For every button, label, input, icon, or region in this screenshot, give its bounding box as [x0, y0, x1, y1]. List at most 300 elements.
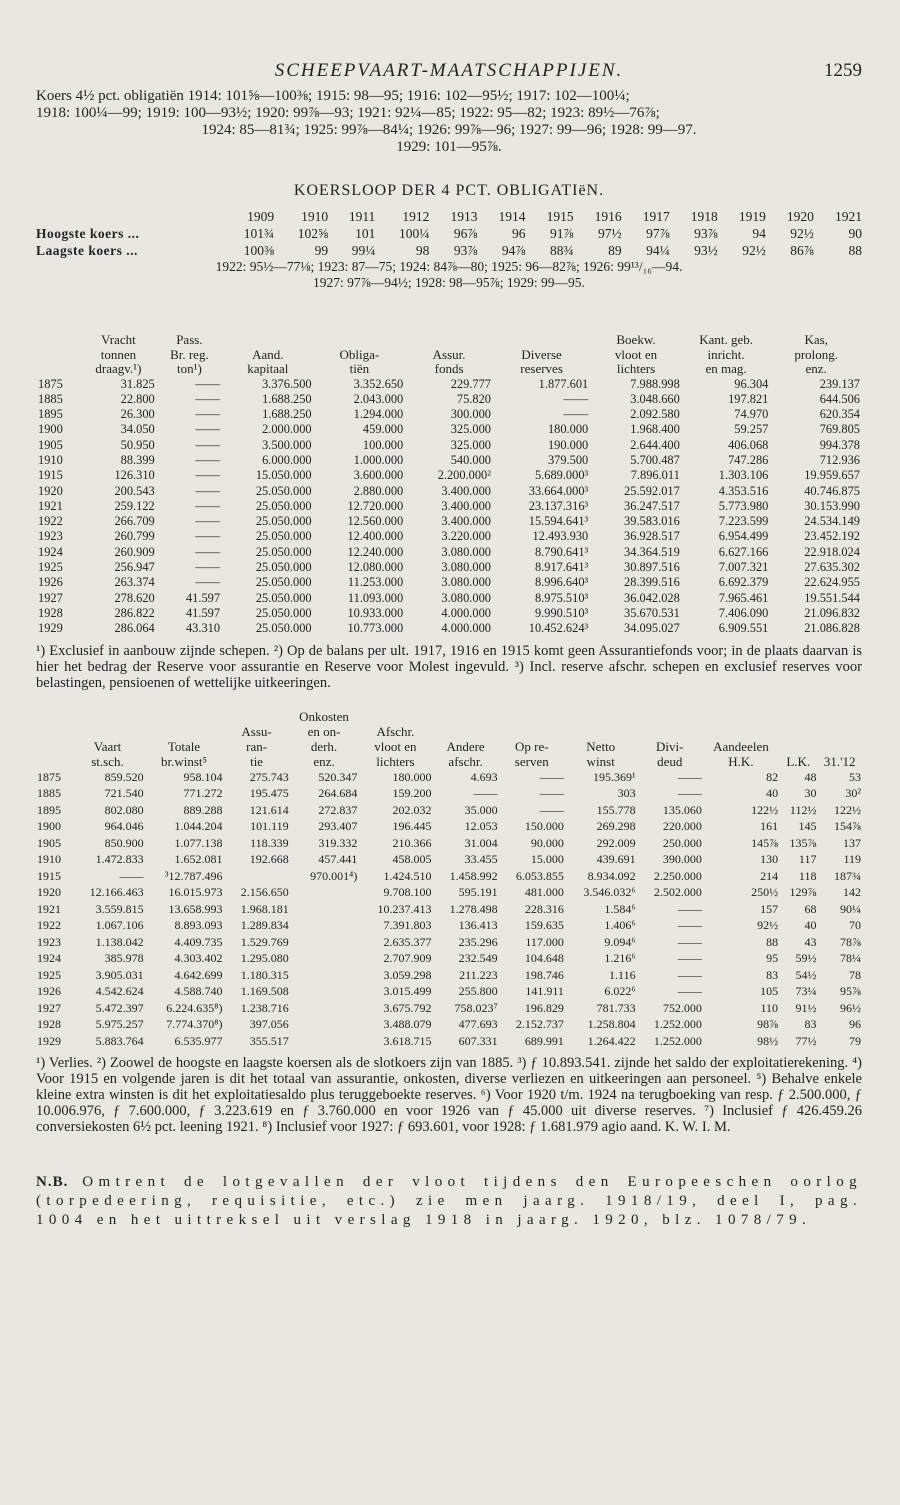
fleet-cell: 11.093.000: [347, 590, 404, 605]
earnings-cell: 6.053.855: [515, 868, 564, 883]
koersloop-line: 1922: 95½—77⅛; 1923: 87—75; 1924: 84⅞—80; 1925: 96—82⅞; 1926: 99¹³/₁₆—94.: [215, 259, 683, 274]
earnings-cell: 95: [766, 951, 779, 966]
fleet-year: 1920: [38, 483, 63, 498]
earnings-cell: 385.978: [104, 951, 144, 966]
nb-text: Omtrent de lotgevallen der vloot tijdens den Europeeschen oorlog (torpedeering, requisitie, etc.) zie men jaarg. 1918/19, deel I, pag. 1004 en het uittreksel uit verslag 1918 in jaarg. 1920, blz. 1078/79.: [36, 1174, 862, 1229]
fleet-cell: 3.400.000: [441, 514, 491, 529]
earnings-cell: 122½: [834, 802, 861, 817]
fleet-header-cell: Kas,: [804, 332, 828, 347]
fleet-header-cell: vloot en: [614, 346, 658, 362]
earnings-header-cell: [637, 724, 703, 739]
fleet-cell: ——: [563, 407, 589, 422]
earnings-cell: 228.316: [524, 901, 564, 916]
fleet-cell: 278.620: [114, 590, 155, 605]
koersloop-cell: 100¼: [399, 226, 430, 241]
fleet-cell: 25.050.000: [255, 544, 312, 559]
earnings-cell: 117.000: [525, 934, 564, 949]
earnings-cell: ——: [677, 769, 702, 784]
earnings-cell: 319.332: [318, 835, 358, 850]
earnings-cell: 40: [766, 786, 779, 801]
fleet-cell: 379.500: [547, 452, 589, 467]
earnings-cell: 73¼: [795, 984, 817, 999]
earnings-header-cell: [703, 709, 779, 724]
fleet-cell: 28.399.516: [624, 575, 680, 590]
fleet-header-cell: [405, 333, 493, 348]
earnings-cell: 1.252.000: [653, 1017, 702, 1032]
fleet-cell: 6.909.551: [718, 621, 769, 636]
earnings-cell: ——: [677, 984, 702, 999]
fleet-cell: 8.917.641³: [534, 560, 589, 575]
earnings-cell: 196.829: [524, 1000, 564, 1015]
earnings-cell: 211.223: [459, 967, 498, 982]
earnings-cell: 481.000: [524, 885, 564, 900]
earnings-cell: 1.406⁶: [604, 918, 636, 933]
earnings-year: 1927: [37, 1000, 61, 1015]
earnings-cell: 8.934.092: [587, 868, 636, 883]
fleet-cell: 286.064: [114, 621, 155, 636]
fleet-row: [36, 575, 862, 590]
fleet-cell: 459.000: [362, 422, 404, 437]
koersloop-cell: 90: [848, 226, 862, 241]
fleet-cell: 75.820: [456, 391, 491, 406]
fleet-cell: 3.080.000: [441, 590, 491, 605]
fleet-cell: 3.500.000: [262, 437, 312, 452]
earnings-cell: [290, 950, 359, 967]
fleet-cell: ——: [195, 544, 221, 559]
earnings-cell: 196.445: [392, 819, 432, 834]
fleet-cell: 12.240.000: [347, 544, 404, 559]
earnings-cell: 161: [760, 819, 779, 834]
earnings-cell: ³12.787.496: [164, 868, 223, 883]
earnings-cell: 31.004: [464, 835, 498, 850]
earnings-cell: 3.546.032⁶: [583, 885, 636, 900]
fleet-cell: 10.773.000: [347, 621, 404, 636]
earnings-cell: 607.331: [458, 1033, 498, 1048]
earnings-cell: 235.296: [458, 934, 498, 949]
earnings-cell: 269.298: [596, 819, 636, 834]
fleet-cell: 15.594.641³: [528, 514, 589, 529]
fleet-cell: 7.007.321: [718, 560, 769, 575]
fleet-cell: 74.970: [734, 407, 769, 422]
fleet-row: [36, 468, 862, 483]
koersloop-after: [36, 259, 862, 291]
earnings-cell: 2.250.000: [653, 868, 702, 883]
earnings-cell: 30: [804, 786, 817, 801]
earnings-cell: 136.413: [458, 918, 498, 933]
fleet-cell: 25.592.017: [624, 483, 680, 498]
fleet-cell: 259.122: [114, 498, 155, 513]
earnings-cell: 78¼: [840, 951, 861, 966]
fleet-header-cell: kapitaal: [247, 361, 289, 376]
fleet-cell: 15.050.000: [255, 468, 312, 483]
fleet-cell: 256.947: [114, 560, 155, 575]
koersloop-row: [36, 242, 862, 259]
earnings-cell: ——: [539, 802, 564, 817]
fleet-row: [36, 545, 862, 560]
fleet-cell: 2.880.000: [353, 483, 404, 498]
earnings-cell: 4.642.699: [174, 967, 223, 982]
fleet-cell: 25.050.000: [255, 590, 312, 605]
earnings-cell: ——: [539, 769, 564, 784]
fleet-cell: 7.988.998: [630, 376, 680, 391]
fleet-cell: 3.600.000: [353, 468, 404, 483]
earnings-row: [36, 901, 862, 918]
earnings-cell: 457.441: [318, 852, 358, 867]
earnings-cell: 303: [617, 786, 636, 801]
fleet-year: 1926: [38, 575, 63, 590]
fleet-row: [36, 377, 862, 392]
earnings-cell: 1.077.138: [174, 835, 223, 850]
earnings-cell: 355.517: [249, 1033, 289, 1048]
fleet-cell: 406.068: [728, 437, 769, 452]
earnings-header-cell: L.K.: [786, 753, 811, 769]
fleet-header-cell: [36, 362, 80, 377]
earnings-cell: 104.648: [524, 951, 564, 966]
earnings-year: 1924: [37, 951, 61, 966]
earnings-year: 1926: [37, 984, 61, 999]
fleet-year: 1905: [38, 437, 63, 452]
earnings-cell: 4.693: [470, 769, 498, 784]
earnings-cell: 6.535.977: [174, 1033, 223, 1048]
earnings-cell: 264.684: [318, 786, 358, 801]
earnings-cell: 781.733: [596, 1000, 636, 1015]
earnings-cell: 53: [849, 769, 861, 784]
fleet-cell: 6.627.166: [718, 544, 769, 559]
koersloop-cell: 99: [314, 243, 329, 258]
fleet-header-row: [36, 348, 862, 363]
fleet-header-row: [36, 362, 862, 377]
earnings-year: 1920: [37, 885, 61, 900]
earnings-cell: 88: [766, 934, 779, 949]
koersloop-cell: 97½: [598, 226, 622, 241]
earnings-cell: 3.059.298: [383, 967, 432, 982]
earnings-header-cell: [779, 724, 817, 739]
koersloop-line: 1927: 97⅞—94½; 1928: 98—95⅞; 1929: 99—95.: [313, 275, 585, 290]
earnings-cell: 9.094⁶: [604, 934, 636, 949]
fleet-cell: 1.294.000: [353, 407, 404, 422]
koersloop-year: 1920: [786, 209, 814, 224]
fleet-cell: 4.353.516: [718, 483, 769, 498]
earnings-header-cell: [817, 709, 862, 724]
earnings-cell: 1.529.769: [240, 934, 289, 949]
earnings-cell: 5.883.764: [95, 1033, 144, 1048]
koersloop-year: 1909: [247, 209, 275, 224]
fleet-header-cell: inricht.: [707, 346, 745, 362]
fleet-cell: 4.000.000: [441, 621, 491, 636]
earnings-cell: [290, 884, 359, 901]
fleet-cell: 25.050.000: [255, 575, 312, 590]
earnings-cell: 83: [766, 967, 779, 982]
fleet-cell: ——: [195, 514, 221, 529]
fleet-cell: 4.000.000: [441, 605, 491, 620]
fleet-cell: 286.822: [114, 605, 155, 620]
earnings-cell: 98½: [757, 1033, 779, 1048]
earnings-cell: 202.032: [392, 802, 432, 817]
earnings-header-cell: Andere: [446, 738, 485, 754]
earnings-cell: 150.000: [524, 819, 564, 834]
earnings-cell: 250½: [751, 885, 779, 900]
koersloop-cell: 88: [848, 243, 862, 258]
fleet-cell: 25.050.000: [255, 621, 312, 636]
fleet-cell: 31.825: [120, 376, 155, 391]
earnings-cell: 850.900: [104, 835, 144, 850]
earnings-cell: 214: [760, 868, 779, 883]
earnings-cell: 35.000: [464, 802, 498, 817]
fleet-cell: 3.080.000: [441, 560, 491, 575]
earnings-cell: 1.044.204: [174, 819, 223, 834]
earnings-cell: 220.000: [662, 819, 702, 834]
earnings-cell: 157: [760, 901, 779, 916]
earnings-notes: ¹) Verlies. ²) Zoowel de hoogste en laagste koersen als de slotkoers zijn van 1885. ³) ƒ 10.893.541. zijnde het saldo der exploitatierekening. ⁴) Voor 1915 en volgende jaren is dit het totaal van assurantie, onkosten, diverse verliezen en uitkeeringen aan personeel. ⁵) Behalve enkele kleine extra winsten is dit het exploitatiesaldo plus teruggeboekte reserves. ⁶) Voor 1920 t/m. 1924 na terugboeking van resp. ƒ 2.500.000, ƒ 10.006.976, ƒ 7.600.000, ƒ 3.223.619 en ƒ 3.760.000 en voor 1926 van ƒ 45.000 uit diverse reserves. ⁷) Inclusief ƒ 426.459.26 conversiekosten 6½ pct. leening 1921. ⁸) Inclusief voor 1927: ƒ 693.601, voor 1928: ƒ 1.681.979 agio aand. K. W. I. M.: [36, 1055, 862, 1136]
fleet-cell: 325.000: [450, 422, 491, 437]
fleet-cell: 3.080.000: [441, 544, 491, 559]
earnings-cell: 2.635.377: [383, 934, 432, 949]
koersloop-cell: 94⅞: [501, 243, 526, 258]
earnings-cell: 10.237.413: [377, 901, 432, 916]
earnings-cell: 6.224.635⁸): [166, 1000, 223, 1015]
koersloop-row: [36, 225, 862, 242]
earnings-cell: 83: [804, 1017, 817, 1032]
koersloop-year: 1919: [738, 209, 766, 224]
koersloop-cell: 88¾: [549, 243, 574, 258]
fleet-year: 1924: [38, 544, 63, 559]
earnings-header-cell: Totale: [167, 738, 201, 754]
fleet-cell: 1.000.000: [353, 452, 404, 467]
earnings-cell: 30²: [845, 786, 861, 801]
intro-line: 1918: 100¼—99; 1919: 100—93½; 1920: 99⅞—93; 1921: 92¼—85; 1922: 95—82; 1923: 89½—76⅞;: [36, 105, 660, 121]
earnings-cell: 255.800: [458, 984, 498, 999]
earnings-row: [36, 917, 862, 934]
fleet-cell: 35.670.531: [624, 605, 680, 620]
earnings-cell: 155.778: [596, 802, 636, 817]
koersloop-cell: 93⅞: [694, 226, 718, 241]
earnings-cell: 458.005: [392, 852, 432, 867]
earnings-cell: 121.614: [249, 802, 289, 817]
earnings-cell: 192.668: [249, 852, 289, 867]
fleet-header-cell: [314, 333, 406, 348]
koersloop-cell: 97⅞: [646, 226, 670, 241]
earnings-row: [36, 934, 862, 951]
earnings-cell: 48: [804, 769, 817, 784]
earnings-row: [36, 1033, 862, 1050]
fleet-header-cell: ton¹): [176, 361, 202, 376]
fleet-header-cell: tiën: [349, 361, 370, 376]
koersloop-cell: 91⅞: [549, 226, 574, 241]
earnings-header-cell: [36, 709, 70, 724]
fleet-row: [36, 621, 862, 636]
fleet-cell: 8.996.640³: [534, 575, 589, 590]
earnings-row: [36, 950, 862, 967]
fleet-row: [36, 591, 862, 606]
fleet-cell: 6.000.000: [262, 452, 312, 467]
fleet-row: [36, 606, 862, 621]
earnings-cell: 112½: [789, 802, 817, 817]
earnings-cell: 1.458.992: [449, 868, 498, 883]
fleet-cell: 19.959.657: [804, 468, 860, 483]
earnings-cell: 118.339: [250, 835, 289, 850]
earnings-cell: 54½: [795, 967, 817, 982]
earnings-year: 1895: [37, 802, 61, 817]
fleet-cell: 1.303.106: [718, 468, 769, 483]
fleet-cell: 9.990.510³: [534, 605, 589, 620]
earnings-row: [36, 835, 862, 852]
earnings-row: [36, 983, 862, 1000]
earnings-header-cell: lichters: [376, 753, 415, 769]
earnings-cell: 1.652.081: [174, 852, 223, 867]
earnings-cell: [223, 868, 289, 885]
fleet-cell: 769.805: [819, 422, 860, 437]
earnings-cell: 232.549: [458, 951, 498, 966]
fleet-cell: 197.821: [728, 391, 769, 406]
running-title: SCHEEPVAART-MAATSCHAPPIJEN.: [274, 60, 624, 81]
fleet-cell: 1.877.601: [538, 376, 589, 391]
fleet-cell: 3.080.000: [441, 575, 491, 590]
fleet-cell: 25.050.000: [255, 529, 312, 544]
fleet-cell: ——: [195, 560, 221, 575]
fleet-cell: 200.543: [114, 483, 155, 498]
fleet-cell: 3.352.650: [353, 376, 404, 391]
fleet-row: [36, 392, 862, 407]
fleet-cell: 50.950: [120, 437, 155, 452]
earnings-cell: 90¼: [840, 901, 861, 916]
earnings-year: 1921: [37, 901, 61, 916]
fleet-cell: 12.400.000: [347, 529, 404, 544]
earnings-cell: 98⅞: [757, 1017, 779, 1032]
earnings-cell: 95⅞: [840, 984, 861, 999]
koersloop-year: 1911: [348, 209, 376, 224]
earnings-cell: 1.278.498: [449, 901, 498, 916]
earnings-year: 1929: [37, 1033, 61, 1048]
earnings-cell: 110: [760, 1000, 779, 1015]
fleet-header-cell: tonnen: [100, 346, 137, 362]
fleet-year: 1925: [38, 560, 63, 575]
fleet-cell: 8.790.641³: [534, 544, 589, 559]
fleet-cell: 8.975.510³: [534, 590, 589, 605]
earnings-header-cell: 31.'12: [823, 753, 856, 769]
earnings-cell: 40: [804, 918, 817, 933]
earnings-cell: 135.060: [662, 802, 702, 817]
fleet-cell: 325.000: [450, 437, 491, 452]
fleet-year: 1885: [38, 391, 63, 406]
earnings-header-cell: vloot en: [374, 738, 417, 754]
fleet-cell: 12.493.930: [532, 529, 589, 544]
earnings-year: 1922: [37, 918, 61, 933]
fleet-year: 1928: [38, 605, 63, 620]
fleet-cell: 39.583.016: [624, 514, 680, 529]
fleet-cell: 540.000: [450, 452, 491, 467]
earnings-cell: 4.588.740: [174, 984, 223, 999]
earnings-cell: 2.707.909: [383, 951, 432, 966]
earnings-cell: 4.303.402: [174, 951, 223, 966]
fleet-cell: ——: [195, 437, 221, 452]
koersloop-cell: 93⅞: [453, 243, 478, 258]
earnings-header-cell: [145, 709, 224, 724]
fleet-row: [36, 438, 862, 453]
earnings-cell: 1.116: [609, 967, 636, 982]
earnings-cell: 889.288: [183, 802, 223, 817]
fleet-cell: 22.624.955: [804, 575, 860, 590]
earnings-row: [36, 884, 862, 901]
earnings-header-cell: [703, 724, 779, 739]
earnings-header-cell: [70, 724, 144, 739]
fleet-row: [36, 560, 862, 575]
earnings-cell: 12.166.463: [89, 885, 144, 900]
fleet-year: 1923: [38, 529, 63, 544]
earnings-header-cell: Op re-: [514, 738, 549, 754]
koersloop-cell: 92½: [742, 243, 766, 258]
fleet-cell: 2.644.400: [630, 437, 680, 452]
fleet-header-cell: Br. reg.: [170, 346, 209, 362]
page-number: 1259: [824, 60, 862, 81]
fleet-cell: 59.257: [734, 422, 769, 437]
fleet-cell: 19.551.544: [804, 590, 860, 605]
earnings-row: [36, 1016, 862, 1033]
earnings-cell: 16.015.973: [168, 885, 223, 900]
koersloop-year: 1913: [450, 209, 478, 224]
earnings-cell: ——: [539, 786, 564, 801]
earnings-cell: 3.905.031: [95, 967, 144, 982]
earnings-cell: 119: [843, 852, 861, 867]
intro-line: 1924: 85—81¾; 1925: 99⅞—84¼; 1926: 99⅞—96; 1927: 99—96; 1928: 99—97.: [201, 122, 697, 138]
earnings-cell: 293.407: [318, 819, 358, 834]
fleet-header-cell: draagv.¹): [95, 361, 142, 376]
earnings-header-cell: [36, 724, 70, 739]
earnings-cell: 90.000: [530, 835, 564, 850]
earnings-cell: 1.424.510: [383, 868, 432, 883]
fleet-cell: 7.406.090: [718, 605, 769, 620]
earnings-cell: 970.001⁴): [310, 868, 358, 883]
earnings-cell: 92½: [757, 918, 779, 933]
earnings-cell: 802.080: [104, 802, 144, 817]
earnings-cell: ——: [677, 901, 702, 916]
fleet-year: 1900: [38, 422, 63, 437]
earnings-cell: 1.252.000: [653, 1033, 702, 1048]
earnings-cell: 1.238.716: [240, 1000, 289, 1015]
earnings-cell: [290, 1016, 359, 1033]
earnings-header-cell: [817, 724, 862, 739]
earnings-year: 1875: [37, 769, 61, 784]
earnings-row: [36, 1000, 862, 1017]
fleet-year: 1921: [38, 498, 63, 513]
fleet-cell: 180.000: [547, 422, 589, 437]
koersloop-year: 1910: [301, 209, 329, 224]
koersloop-cell: 96: [512, 226, 526, 241]
earnings-cell: 1.472.833: [95, 852, 144, 867]
koersloop-year: 1921: [835, 209, 862, 224]
earnings-cell: 771.272: [183, 786, 223, 801]
fleet-cell: ——: [195, 407, 221, 422]
fleet-cell: 30.897.516: [624, 560, 680, 575]
earnings-cell: 77½: [795, 1033, 817, 1048]
earnings-cell: ——: [473, 786, 498, 801]
fleet-cell: 12.080.000: [347, 560, 404, 575]
earnings-header-cell: Onkosten: [299, 708, 349, 724]
earnings-cell: [290, 934, 359, 951]
earnings-header-row: [36, 709, 862, 724]
fleet-cell: 7.965.461: [718, 590, 769, 605]
earnings-header-cell: Afschr.: [376, 723, 415, 739]
fleet-cell: ——: [195, 452, 221, 467]
koersloop-cell: 94¼: [646, 243, 670, 258]
fleet-cell: 7.223.599: [718, 514, 769, 529]
earnings-header-cell: [779, 739, 817, 754]
earnings-header-cell: [817, 739, 862, 754]
fleet-row: [36, 453, 862, 468]
fleet-cell: 30.153.990: [804, 498, 860, 513]
koersloop-cell: 92½: [790, 226, 814, 241]
nb-paragraph: [36, 1173, 862, 1230]
koersloop-corner: [36, 208, 220, 225]
